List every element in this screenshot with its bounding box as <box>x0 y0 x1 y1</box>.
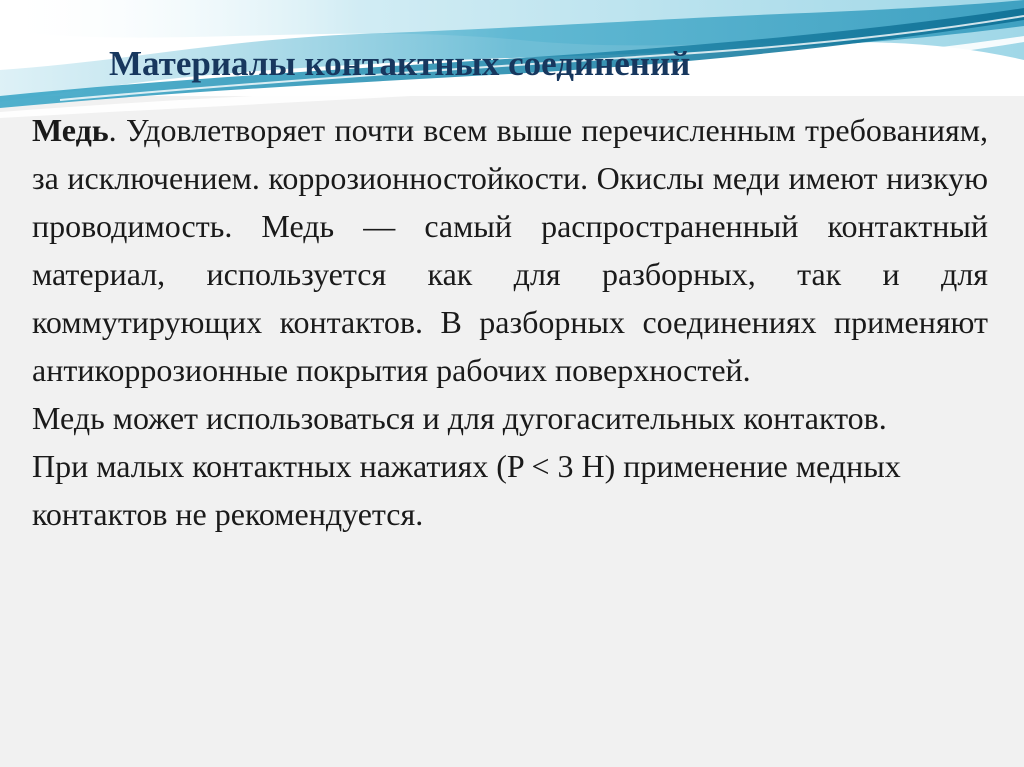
slide-body <box>32 106 988 538</box>
lead-word-copper: Медь <box>32 112 109 148</box>
slide-title: Материалы контактных соединений <box>109 44 691 83</box>
paragraph-arc-contacts: Медь может использоваться и для дугогасительных контактов. <box>32 400 887 436</box>
paragraph-copper-properties <box>32 106 988 394</box>
paragraph-text: . Удовлетворяет почти всем выше перечисленным требованиям, за исключением. коррозионностойкости. Окислы меди имеют низкую проводимость. Медь — самый распространенный контактный материал, используется как для разборных, так и для коммутирующих контактов. В разборных соединениях применяют антикоррозионные покрытия рабочих поверхностей. <box>32 112 988 388</box>
paragraph-low-pressure: При малых контактных нажатиях (P < 3 Н) применение медных контактов не рекомендуется. <box>32 448 901 532</box>
